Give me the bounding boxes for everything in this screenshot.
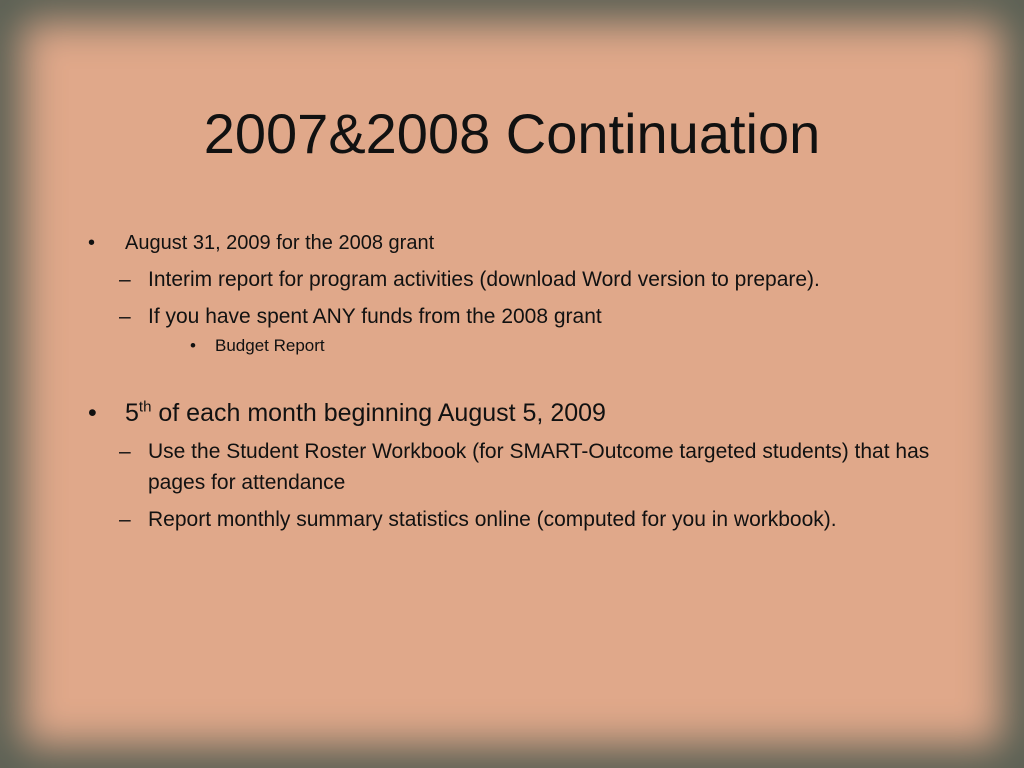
- bullet-text-rest: of each month beginning August 5, 2009: [151, 399, 606, 427]
- sub-item-1-1: [102, 264, 948, 295]
- sub-item-text: Use the Student Roster Workbook (for SMART-Outcome targeted students) that has pages for attendance: [148, 440, 930, 494]
- ordinal-suffix: th: [138, 398, 152, 416]
- sub-item-1-2: [102, 301, 948, 332]
- sub-sub-item-text: Budget Report: [215, 336, 325, 355]
- bullet-item-2: [88, 396, 948, 430]
- ordinal-number: 5: [125, 399, 139, 427]
- dash-icon: –: [119, 268, 131, 291]
- sub-sub-item-1-2-1: [171, 334, 948, 358]
- bullet-icon: •: [88, 232, 96, 254]
- slide-body: [88, 228, 948, 535]
- bullet-item-1: [88, 228, 948, 258]
- sub-item-text: Interim report for program activities (download Word version to prepare).: [148, 268, 820, 291]
- bullet-text: August 31, 2009 for the 2008 grant: [125, 232, 435, 254]
- bullet-icon: •: [88, 399, 97, 427]
- sub-item-text: If you have spent ANY funds from the 2008 grant: [148, 305, 602, 328]
- dash-icon: –: [119, 508, 131, 531]
- sub-item-text: Report monthly summary statistics online (computed for you in workbook).: [148, 508, 837, 531]
- sub-item-2-1: [102, 436, 948, 498]
- sub-item-2-2: [102, 504, 948, 535]
- dash-icon: –: [119, 305, 131, 328]
- dash-icon: –: [119, 440, 131, 463]
- bullet-text: [125, 399, 606, 427]
- bullet-icon: •: [190, 336, 196, 355]
- slide-title: 2007&2008 Continuation: [203, 102, 821, 165]
